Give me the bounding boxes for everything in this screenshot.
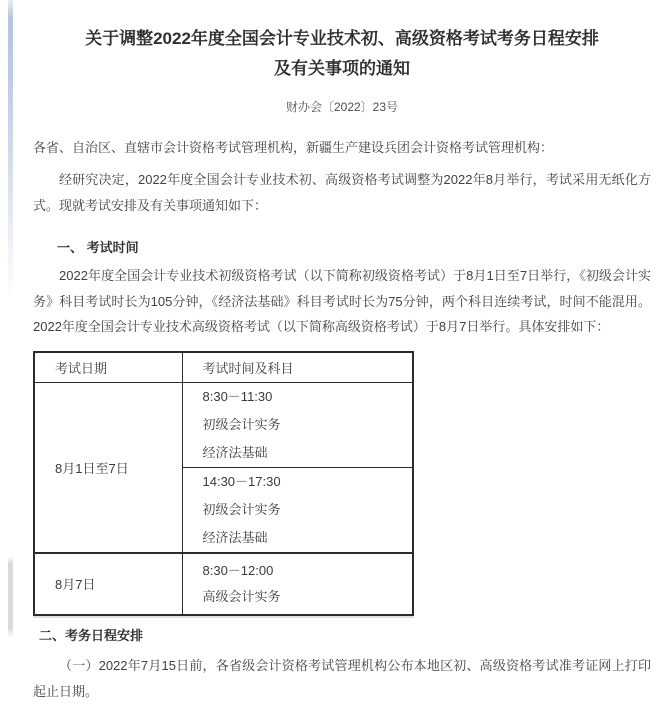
page-title-line2: 及有关事项的通知 xyxy=(274,59,410,78)
exam-date-cell: 8月1日至7日 xyxy=(34,382,182,553)
table-row xyxy=(34,382,413,467)
session-subject: 经济法基础 xyxy=(202,529,268,545)
exam-time-paragraph: 2022年度全国会计专业技术初级资格考试（以下简称初级资格考试）于8月1日至7日举行，《初级会计实务》科目考试时长为105分钟，《经济法基础》科目考试时长为75分钟，两个科目连续考试，时间不能混用。2022年度全国会计专业技术高级资格考试（以下简称高级资格考试）于8月7日举行。具体安排如下： xyxy=(33,268,651,334)
session-time: 8:30－12:00 xyxy=(202,562,274,578)
session-subject: 经济法基础 xyxy=(202,444,268,460)
session-time: 14:30－17:30 xyxy=(202,473,281,489)
salutation-paragraph: 各省、自治区、直辖市会计资格考试管理机构，新疆生产建设兵团会计资格考试管理机构： xyxy=(33,140,554,155)
session-cell-senior xyxy=(182,553,413,615)
arrangement-item-paragraph: （一）2022年7月15日前，各省级会计资格考试管理机构公布本地区初、高级资格考试准考证网上打印起止日期。 xyxy=(33,657,651,699)
document-number: 财办会〔2022〕23号 xyxy=(285,100,399,114)
session-cell-afternoon xyxy=(182,467,413,553)
session-subject: 初级会计实务 xyxy=(202,501,281,517)
intro-paragraph: 经研究决定，2022年度全国会计专业技术初、高级资格考试调整为2022年8月举行，考试采用无纸化方式。现就考试安排及有关事项通知如下： xyxy=(33,172,651,213)
session-cell-morning xyxy=(182,382,413,467)
session-subject: 高级会计实务 xyxy=(202,588,281,604)
section-heading-exam-arrangement: 二、考务日程安排 xyxy=(39,627,144,643)
session-subject: 初级会计实务 xyxy=(202,416,281,432)
exam-date-cell: 8月7日 xyxy=(34,553,182,615)
table-row xyxy=(34,553,413,615)
page-title-line1: 关于调整2022年度全国会计专业技术初、高级资格考试考务日程安排 xyxy=(85,29,599,48)
table-header-row xyxy=(34,352,413,383)
section-heading-exam-time: 一、 考试时间 xyxy=(57,240,139,255)
page-edge-strip-bottom xyxy=(8,556,13,638)
column-header-exam-date: 考试日期 xyxy=(34,352,182,383)
notice-content xyxy=(33,0,651,705)
exam-schedule-table xyxy=(33,351,414,616)
column-header-exam-time-subject: 考试时间及科目 xyxy=(182,352,413,383)
page-title xyxy=(33,24,651,84)
page-edge-strip-top xyxy=(8,0,13,300)
session-time: 8:30－11:30 xyxy=(202,388,273,404)
